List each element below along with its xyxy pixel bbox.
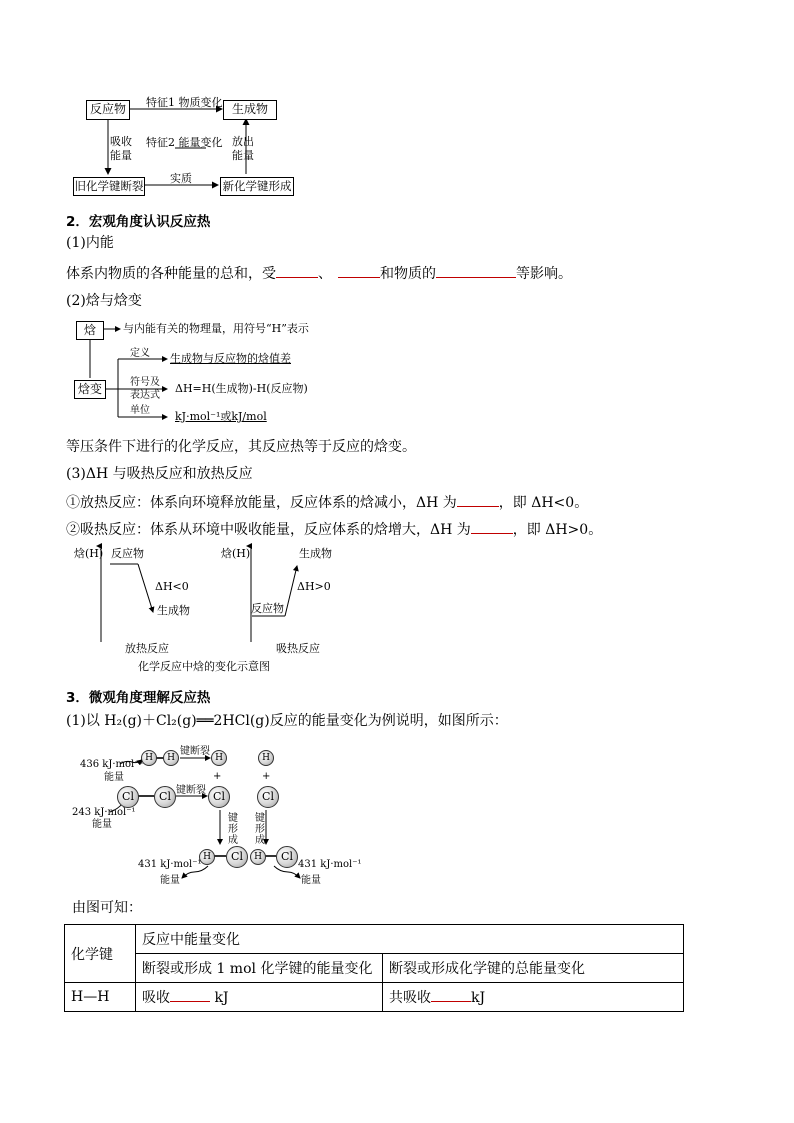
cl-atom-2: Cl — [154, 786, 176, 808]
cl-atom-1: Cl — [117, 786, 139, 808]
energy-label-2: 能量 — [92, 819, 112, 830]
row-hh-bond: H—H — [65, 983, 136, 1012]
sub2-heading: (2)焓与焓变 — [66, 293, 142, 309]
form-label-2a: 键 — [255, 813, 265, 824]
blank-2 — [338, 263, 380, 278]
row-hh-total-unit: kJ — [471, 990, 486, 1006]
y-label-exo: 焓(H) — [74, 547, 104, 560]
essence-label: 实质 — [170, 172, 192, 185]
enthalpy-box: 焓 — [76, 321, 104, 340]
p1-text-a: 体系内物质的各种能量的总和，受 — [66, 266, 276, 282]
e243-label: 243 kJ·mol⁻¹ — [72, 807, 136, 818]
e436-label: 436 kJ·mol⁻¹ — [80, 759, 144, 770]
sym-label-2: 表达式 — [130, 390, 160, 401]
feature1-label: 特征1 物质变化 — [146, 96, 223, 109]
sym-text: ΔH=H(生成物)-H(反应物) — [175, 382, 308, 395]
exo-reactant: 反应物 — [111, 547, 144, 560]
h-atom-1: H — [141, 750, 157, 766]
p1-text-c: 和物质的 — [380, 266, 436, 282]
row-hh-total-label: 共吸收 — [389, 990, 431, 1006]
exo-text-b: ，即 ΔH<0。 — [498, 495, 589, 511]
cl-atom-4: Cl — [257, 786, 279, 808]
blank-exo — [457, 492, 499, 507]
enthalpy-change-box: 焓变 — [74, 380, 106, 399]
energy-label-1: 能量 — [104, 772, 124, 783]
cl-atom-5: Cl — [226, 846, 248, 868]
unit-text: kJ·mol⁻¹或kJ/mol — [175, 410, 267, 423]
sym-label-1: 符号及 — [130, 377, 160, 388]
e431-label-1: 431 kJ·mol⁻¹ — [138, 859, 202, 870]
internal-energy-paragraph — [66, 263, 572, 283]
break-label-2: 键断裂 — [176, 785, 206, 796]
blank-3 — [436, 263, 516, 278]
exothermic-paragraph — [66, 492, 588, 512]
endo-dh: ΔH>0 — [297, 580, 331, 593]
section3-paragraph: (1)以 H₂(g)＋Cl₂(g)══2HCl(g)反应的能量变化为例说明，如图所示： — [66, 713, 508, 729]
row-hh-absorb-label: 吸收 — [142, 990, 170, 1006]
sub-header-per-mol: 断裂或形成 1 mol 化学键的能量变化 — [136, 954, 383, 983]
h-atom-6: H — [250, 849, 266, 865]
blank-hh-absorb — [170, 987, 210, 1002]
row-hh-total — [383, 983, 684, 1012]
group-header-energy: 反应中能量变化 — [136, 925, 684, 954]
form-label-1a: 键 — [228, 813, 238, 824]
blank-hh-total — [431, 987, 471, 1002]
endo-text-b: ，即 ΔH>0。 — [512, 522, 603, 538]
unit-label: 单位 — [130, 405, 150, 416]
section3-heading: 3．微观角度理解反应热 — [66, 690, 211, 706]
energy-label-3: 能量 — [160, 875, 180, 886]
cl-atom-3: Cl — [208, 786, 230, 808]
energy-label-4: 能量 — [301, 875, 321, 886]
new-bond-box: 新化学键形成 — [220, 177, 294, 196]
from-figure-text: 由图可知： — [72, 900, 142, 916]
form-label-2c: 成 — [255, 835, 265, 846]
p1-text-d: 等影响。 — [516, 266, 572, 282]
exo-caption: 放热反应 — [125, 642, 169, 655]
def-text: 生成物与反应物的焓值差 — [170, 352, 291, 365]
bond-energy-table — [64, 924, 684, 1012]
blank-endo — [471, 519, 513, 534]
section2-heading: 2．宏观角度认识反应热 — [66, 214, 211, 230]
release-label-2: 能量 — [232, 149, 254, 162]
e431-label-2: 431 kJ·mol⁻¹ — [298, 859, 362, 870]
break-label-1: 键断裂 — [180, 746, 210, 757]
chart-caption: 化学反应中焓的变化示意图 — [138, 660, 270, 673]
def-label: 定义 — [130, 348, 150, 359]
endo-caption: 吸热反应 — [276, 642, 320, 655]
endo-product: 生成物 — [299, 547, 332, 560]
h-atom-3: H — [211, 750, 227, 766]
feature2-label: 特征2 能量变化 — [146, 136, 223, 149]
product-box: 生成物 — [223, 100, 277, 120]
sub3-heading: (3)ΔH 与吸热反应和放热反应 — [66, 466, 253, 482]
release-label-1: 放出 — [232, 135, 254, 148]
reactant-box: 反应物 — [86, 100, 130, 120]
sub-header-total: 断裂或形成化学键的总能量变化 — [383, 954, 684, 983]
endothermic-paragraph — [66, 519, 602, 539]
form-label-2b: 形 — [255, 824, 265, 835]
y-label-endo: 焓(H) — [221, 547, 251, 560]
exo-dh: ΔH<0 — [155, 580, 189, 593]
constant-pressure-paragraph: 等压条件下进行的化学反应，其反应热等于反应的焓变。 — [66, 439, 416, 455]
h-atom-2: H — [163, 750, 179, 766]
endo-reactant: 反应物 — [251, 602, 284, 615]
endo-text-a: ②吸热反应：体系从环境中吸收能量，反应体系的焓增大，ΔH 为 — [66, 522, 471, 538]
form-label-1b: 形 — [228, 824, 238, 835]
old-bond-box: 旧化学键断裂 — [73, 177, 145, 196]
enthalpy-desc: 与内能有关的物理量，用符号“H”表示 — [123, 322, 309, 335]
row-hh-absorb-unit: kJ — [214, 990, 229, 1006]
exo-text-a: ①放热反应：体系向环境释放能量，反应体系的焓减小，ΔH 为 — [66, 495, 457, 511]
sub1-heading: (1)内能 — [66, 235, 114, 251]
p1-text-b: 、 — [318, 266, 332, 282]
form-label-1c: 成 — [228, 835, 238, 846]
col-header-bond: 化学键 — [65, 925, 136, 983]
h-atom-5: H — [199, 849, 215, 865]
row-hh-absorb — [136, 983, 383, 1012]
absorb-label-1: 吸收 — [110, 135, 132, 148]
h-atom-4: H — [258, 750, 274, 766]
cl-atom-6: Cl — [276, 846, 298, 868]
plus-1: + — [213, 771, 222, 782]
absorb-label-2: 能量 — [110, 149, 132, 162]
plus-2: + — [262, 771, 271, 782]
blank-1 — [276, 263, 318, 278]
exo-product: 生成物 — [157, 604, 190, 617]
